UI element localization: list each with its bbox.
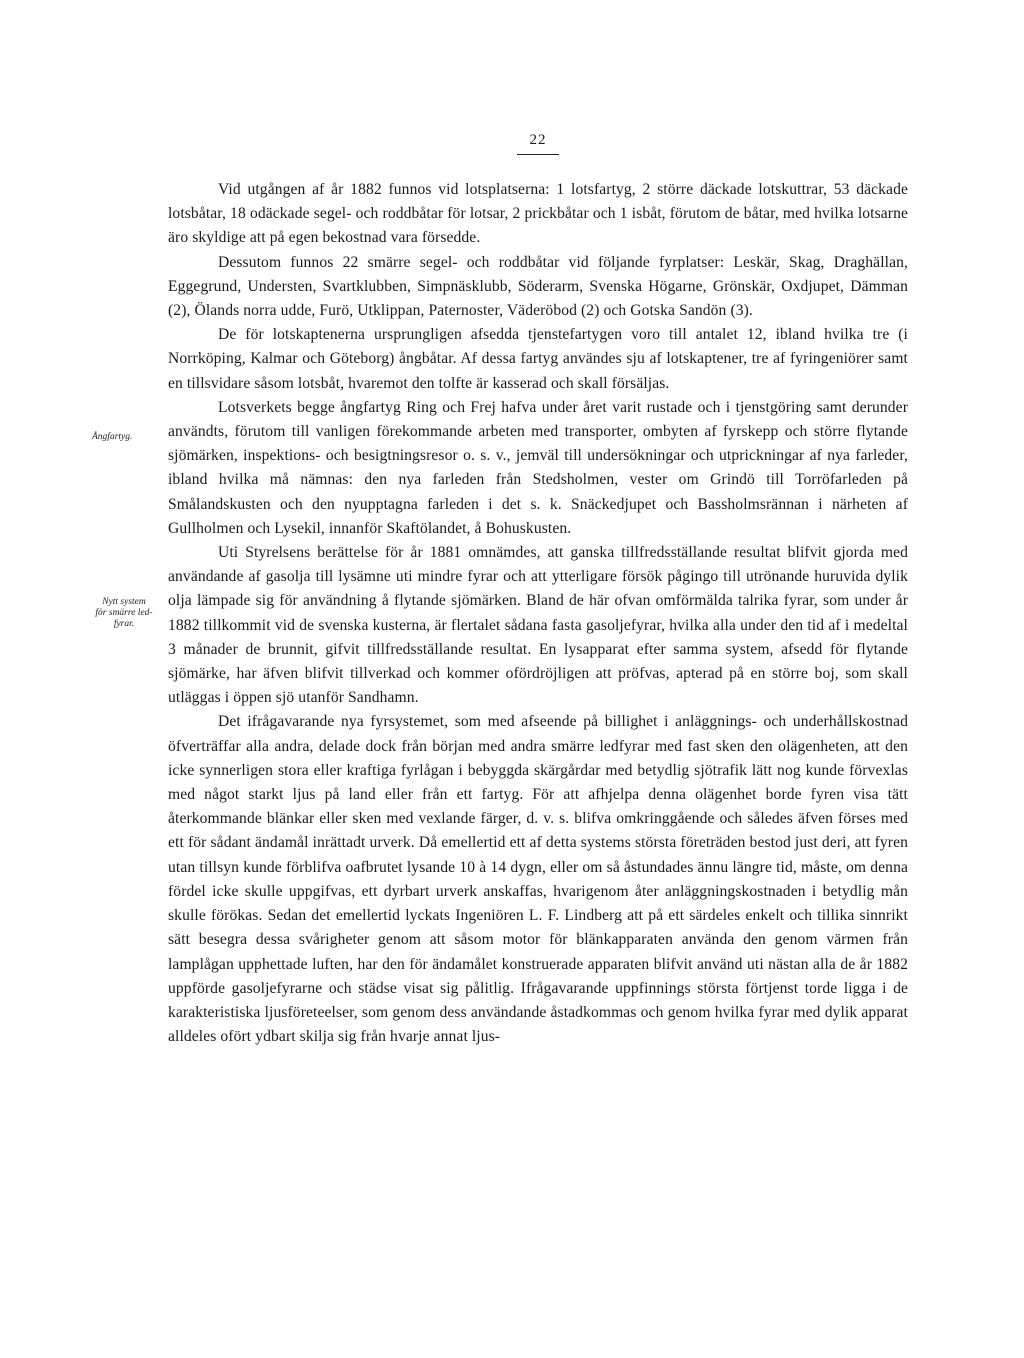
paragraph-service-vessels: De för lotskaptenerna ursprungligen afsedda tjenstefartygen voro till antalet 12, ibland hvilka tre (i Norrköping, Kalmar och Göteborg) ångbåtar. Af dessa fartyg användes sju af lotskaptener, tre af fyringeniörer samt en tillsvidare såsom lotsbåt, hvaremot den tolfte är kasserad och skall försäljas. — [168, 326, 908, 392]
paragraph-lighthouse-boats: Dessutom funnos 22 smärre segel- och roddbåtar vid följande fyrplatser: Leskär, Skag, Draghällan, Eggegrund, Understen, Svartklubben, Simpnäsklubb, Söderarm, Svenska Högarne, Grönskär, Oxdjupet, Dämman (2), Ölands norra udde, Furö, Utklippan, Paternoster, Väderöbod (2) och Gotska Sandön (3). — [168, 253, 908, 320]
page-number-rule — [517, 154, 559, 155]
paragraph-steamships: Lotsverkets begge ångfartyg Ring och Frej hafva under året varit rustade och i tjenstgöring samt derunder användts, förutom till vanligen förekommande arbeten med transporter, ombyten af fyrskepp och större flytande sjömärken, inspektions- och besigtningsresor o. s. v., jemväl till undersökningar och utprickningar af nya farleder, ibland hvilka må nämnas: den nya farleden från Stedsholmen, vester om Grindö till Torröfarleden på Smålandskusten och den nyupptagna farleden i det s. k. Snäckedjupet och Bassholmsrännan i närheten af Gullholmen och Lysekil, innanför Skaftölandet, å Bohuskusten. — [168, 398, 908, 537]
margin-note-nytt-system — [92, 597, 156, 630]
page-number: 22 — [529, 132, 547, 148]
margin-note-line: Nytt system — [102, 597, 146, 607]
margin-note-line: för smärre led- — [95, 608, 153, 618]
margin-note-line: fyrar. — [113, 619, 135, 629]
paragraph-new-system: Det ifrågavarande nya fyrsystemet, som med afseende på billighet i anläggnings- och underhållskostnad öfverträffar alla andra, delade dock från början med andra smärre ledfyrar med fast sken den olägenheten, att den icke synnerligen stora eller kraftiga fyrlågan i bebyggda skärgårdar med betydlig sjötrafik lätt nog kunde förvexlas med något starkt ljus på land eller från ett fartyg. För att afhjelpa denna olägenhet borde fyren visa tätt återkommande blänkar eller sken med vexlande färger, d. v. s. blifva omkringgående och således äfven förses med ett för sådant ändamål inrättadt urverk. Då emellertid ett af detta systems största företräden bestod just deri, att fyren utan tillsyn kunde förblifva oafbrutet lysande 10 à 14 dygn, eller om så åstundades ännu längre tid, måste, om denna fördel icke skulle uppgifvas, ett dyrbart urverk anskaffas, hvarigenom åter anläggningskostnaden i betydlig mån skulle förökas. Sedan det emellertid lyckats Ingeniören L. F. Lindberg att på ett särdeles enkelt och tillika sinnrikt sätt besegra dessa svårigheter genom att såsom motor för blänkapparaten använda den genom värmen från lamplågan upphettade luften, har den för ändamålet konstruerade apparaten blifvit använd uti nästan alla de år 1882 uppförde gasoljefyrarne och städse visat sig pålitlig. Ifrågavarande uppfinnings största förtjenst torde ligga i de karakteristiska ljusföreteelser, som genom dess användande åstadkommas och genom hvilka fyrar med dylik apparat alldeles ofört ydbart skilja sig från hvarje annat ljus- — [168, 713, 908, 1046]
paragraph-gas-oil-lights: Uti Styrelsens berättelse för år 1881 omnämdes, att ganska tillfredsställande resultat blifvit gjorda med användande af gasolja till lysämne uti mindre fyrar och att ytterligare försök pågingo till utrönande huruvida dylik olja lämpade sig för användning å flytande sjömärken. Bland de här ofvan omförmälda talrika fyrar, som under år 1882 tillkommit vid de svenska kusterna, är flertalet sådana fasta gasoljefyrar, hvilka alla under den tid af i medeltal 3 månader de brunnit, gifvit tillfredsställande resultat. En lysapparat efter samma system, afsedd för flytande sjömärke, har äfven blifvit tillverkad och kommer ofördröjligen att pröfvas, apterad på en större boj, som skall utläggas i öppen sjö utanför Sandhamn. — [168, 544, 908, 707]
margin-note-angfartyg: Ångfartyg. — [92, 432, 133, 442]
paragraph-boats: Vid utgången af år 1882 funnos vid lotsplatserna: 1 lotsfartyg, 2 större däckade lotskuttrar, 53 däckade lotsbåtar, 18 odäckade segel- och roddbåtar för lotsar, 2 prickbåtar och 1 isbåt, förutom de båtar, med hvilka lotsarne äro skyldige att på egen bekostnad vara försedde. — [168, 181, 908, 247]
body-text — [168, 178, 908, 1049]
